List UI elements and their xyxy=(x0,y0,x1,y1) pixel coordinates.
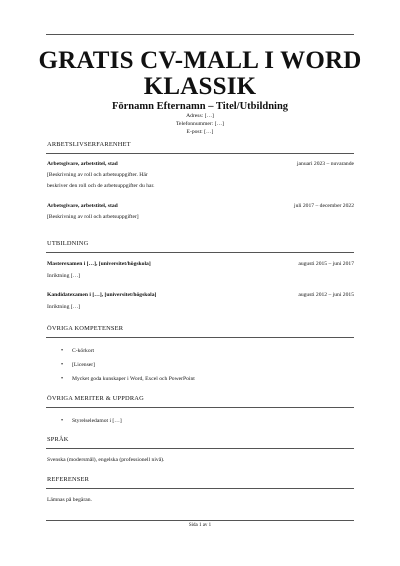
job-2-title: Arbetsgivare, arbetstitel, stad xyxy=(47,203,118,209)
section-heading-references: REFERENSER xyxy=(47,476,90,483)
job-1-desc-line-1: [Beskrivning av roll och arbetsuppgifter. Här xyxy=(47,172,148,178)
title-line-2: KLASSIK xyxy=(143,73,257,100)
section-rule xyxy=(46,153,354,154)
page-number: Sida 1 av 1 xyxy=(188,523,212,528)
skill-item: [Licenser] xyxy=(72,362,95,368)
section-rule xyxy=(46,252,354,253)
languages-text: Svenska (modersmål), engelska (professionell nivå). xyxy=(47,457,165,463)
contact-email: E-post: […] xyxy=(186,129,214,135)
footer-rule xyxy=(46,520,354,521)
section-rule xyxy=(46,337,354,338)
name-and-title: Förnamn Efternamn – Titel/Utbildning xyxy=(111,101,289,112)
title-line-1: GRATIS CV-MALL I WORD xyxy=(38,47,362,74)
bullet-icon: • xyxy=(61,362,64,368)
section-heading-merits: ÖVRIGA MERITER & UPPDRAG xyxy=(47,395,144,402)
top-rule xyxy=(46,34,354,35)
education-2-desc: Inriktning […] xyxy=(47,304,81,310)
job-1-desc-line-2: beskriver den roll och de arbetsuppgifter du har. xyxy=(47,183,155,189)
education-1-dates: augusti 2015 – juni 2017 xyxy=(298,261,354,267)
references-text: Lämnas på begäran. xyxy=(47,497,92,503)
merit-item: Styrelseledamot i […] xyxy=(72,418,122,424)
section-rule xyxy=(46,448,354,449)
section-heading-languages: SPRÅK xyxy=(47,436,69,443)
section-heading-education: UTBILDNING xyxy=(47,240,89,247)
job-2-dates: juli 2017 – december 2022 xyxy=(294,203,354,209)
section-heading-work: ARBETSLIVSERFARENHET xyxy=(47,141,131,148)
education-2-dates: augusti 2012 – juni 2015 xyxy=(298,292,354,298)
job-1-title: Arbetsgivare, arbetstitel, stad xyxy=(47,161,118,167)
education-1-desc: Inriktning […] xyxy=(47,273,81,279)
education-1-title: Masterexamen i […], [universitet/högskola] xyxy=(47,261,151,267)
document-title xyxy=(30,48,370,100)
bullet-icon: • xyxy=(61,348,64,354)
skill-item: C-körkort xyxy=(72,348,95,354)
skill-item: Mycket goda kunskaper i Word, Excel och PowerPoint xyxy=(72,376,195,382)
contact-address: Adress: […] xyxy=(186,113,214,119)
section-rule xyxy=(46,407,354,408)
contact-phone: Telefonnummer: […] xyxy=(176,121,224,127)
bullet-icon: • xyxy=(61,418,64,424)
bullet-icon: • xyxy=(61,376,64,382)
section-rule xyxy=(46,488,354,489)
job-1-dates: januari 2023 – nuvarande xyxy=(296,161,354,167)
education-2-title: Kandidatexamen i […], [universitet/högskola] xyxy=(47,292,157,298)
job-2-desc-line-1: [Beskrivning av roll och arbetsuppgifter] xyxy=(47,214,139,220)
section-heading-skills: ÖVRIGA KOMPETENSER xyxy=(47,325,124,332)
